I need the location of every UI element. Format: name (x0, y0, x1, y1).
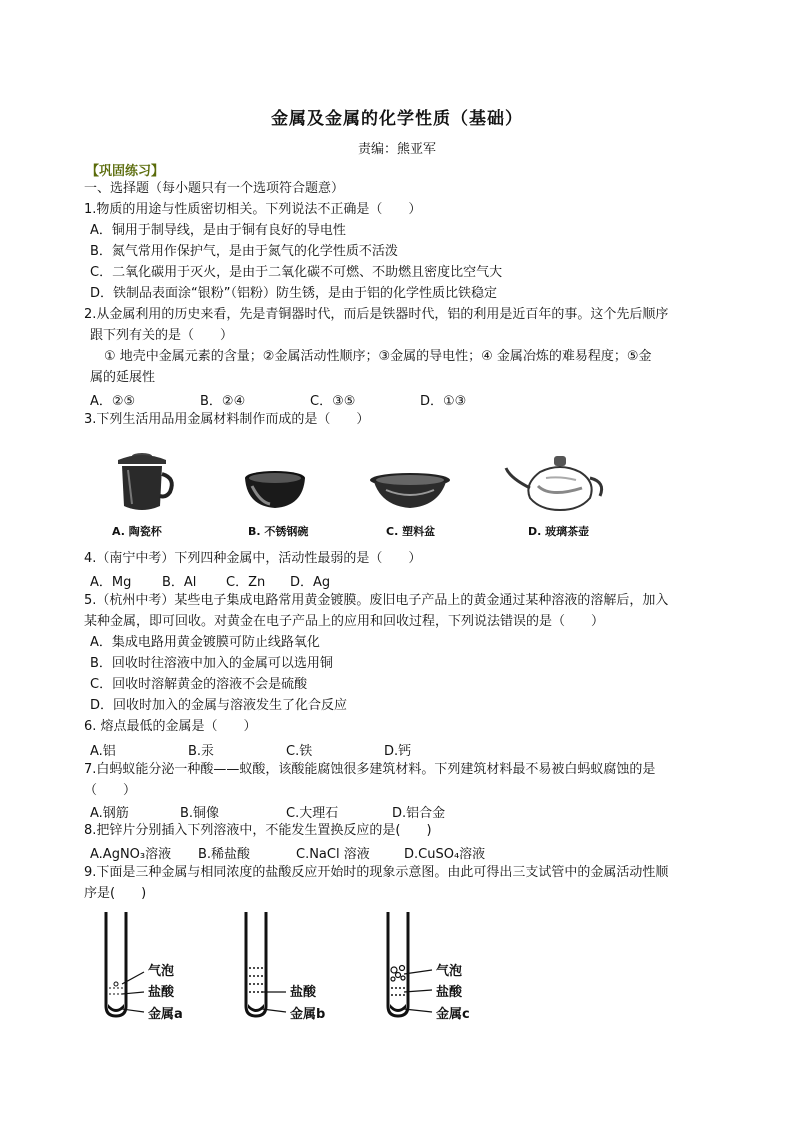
q9-stem-line1: 9.下面是三种金属与相同浓度的盐酸反应开始时的现象示意图。由此可得出三支试管中的金属活动性顺 (84, 865, 669, 880)
q2-option-a: A．②⑤ (90, 394, 136, 409)
q4-option-c: C．Zn (226, 575, 266, 590)
q5-option-a: A．集成电路用黄金镀膜可防止线路氧化 (90, 635, 320, 650)
q9-stem-line2: 序是( ) (84, 886, 147, 901)
q4-option-d: D．Ag (290, 575, 331, 590)
q1-option-d: D．铁制品表面涂“银粉”（铝粉）防生锈，是由于铝的化学性质比铁稳定 (90, 286, 497, 301)
q7-stem-line1: 7.白蚂蚁能分泌一种酸——蚁酸，该酸能腐蚀很多建筑材料。下列建筑材料最不易被白蚂蚁腐蚀的是 (84, 762, 656, 777)
q8-option-b: B.稀盐酸 (198, 847, 251, 862)
tube-a-bubble-label: 气泡 (148, 964, 175, 979)
q7-option-b: B.铜像 (180, 806, 220, 821)
q7-option-d: D.铝合金 (392, 806, 446, 821)
q7-option-c: C.大理石 (286, 806, 339, 821)
q6-option-d: D.钙 (384, 744, 412, 759)
section-tag: 【巩固练习】 (86, 164, 165, 179)
q2-stem-line1: 2.从金属利用的历史来看，先是青铜器时代，而后是铁器时代，铝的利用是近百年的事。这个先后顺序 (84, 307, 669, 322)
q8-stem: 8.把锌片分别插入下列溶液中，不能发生置换反应的是( ) (84, 823, 432, 838)
tube-a-acid-label: 盐酸 (148, 985, 175, 1000)
q4-option-b: B．Al (162, 575, 197, 590)
q3-caption-c: C. 塑料盆 (386, 525, 436, 538)
q6-stem: 6. 熔点最低的金属是（ ） (84, 719, 257, 734)
q6-options (90, 740, 411, 759)
q4-options (90, 571, 330, 590)
steel-bowl-image (245, 471, 305, 508)
q3-stem: 3.下列生活用品用金属材料制作而成的是（ ） (84, 412, 370, 427)
page-title: 金属及金属的化学性质（基础） (271, 109, 523, 129)
q8-option-d: D.CuSO₄溶液 (404, 847, 486, 862)
ceramic-cup-image (118, 453, 172, 510)
q5-stem-line1: 5.（杭州中考）某些电子集成电路常用黄金镀膜。废旧电子产品上的黄金通过某种溶液的溶解后，加入 (84, 593, 669, 608)
q1-stem: 1.物质的用途与性质密切相关。下列说法不正确是（ ） (84, 202, 422, 217)
q7-options (90, 802, 445, 821)
tube-c-acid-label: 盐酸 (436, 985, 463, 1000)
q8-option-a: A.AgNO₃溶液 (90, 847, 172, 862)
test-tube-c (388, 912, 432, 1016)
q1-option-b: B．氮气常用作保护气，是由于氮气的化学性质不活泼 (90, 244, 398, 259)
q2-option-d: D．①③ (420, 394, 467, 409)
plastic-basin-image (370, 473, 450, 508)
editor-line: 责编：熊亚军 (357, 142, 436, 157)
q8-option-c: C.NaCl 溶液 (296, 847, 370, 862)
q6-option-a: A.铝 (90, 744, 116, 759)
q2-items-line2: 属的延展性 (90, 370, 156, 385)
test-tube-b (246, 912, 286, 1016)
q6-option-c: C.铁 (286, 744, 313, 759)
q5-option-d: D．回收时加入的金属与溶液发生了化合反应 (90, 698, 348, 713)
test-tube-a (106, 912, 144, 1016)
q1-option-a: A．铜用于制导线，是由于铜有良好的导电性 (90, 223, 346, 238)
q6-option-b: B.汞 (188, 744, 215, 759)
q4-stem: 4.（南宁中考）下列四种金属中，活动性最弱的是（ ） (84, 551, 422, 566)
q4-option-a: A．Mg (90, 575, 132, 590)
q2-option-b: B．②④ (200, 394, 246, 409)
q3-figure-row (110, 448, 610, 520)
tube-c-metal-label: 金属c (436, 1007, 470, 1022)
q5-option-b: B．回收时往溶液中加入的金属可以选用铜 (90, 656, 333, 671)
q2-stem-line2: 跟下列有关的是（ ） (90, 328, 234, 343)
tube-a-metal-label: 金属a (148, 1007, 183, 1022)
tube-b-metal-label: 金属b (290, 1007, 326, 1022)
q3-caption-a: A. 陶瓷杯 (112, 525, 162, 538)
q5-option-c: C．回收时溶解黄金的溶液不会是硫酸 (90, 677, 308, 692)
glass-teapot-image (506, 456, 602, 510)
tube-c-bubble-label: 气泡 (436, 964, 463, 979)
q1-option-c: C．二氧化碳用于灭火，是由于二氧化碳不可燃、不助燃且密度比空气大 (90, 265, 503, 280)
q7-stem-line2: （ ） (84, 783, 137, 798)
q3-caption-d: D. 玻璃茶壶 (528, 525, 590, 538)
q2-option-c: C．③⑤ (310, 394, 356, 409)
q8-options (90, 843, 485, 862)
q2-items-line1: ① 地壳中金属元素的含量；②金属活动性顺序；③金属的导电性；④ 金属冶炼的难易程度；⑤金 (104, 349, 652, 364)
q7-option-a: A.钢筋 (90, 806, 129, 821)
q5-stem-line2: 某种金属，即可回收。对黄金在电子产品上的应用和回收过程，下列说法错误的是（ ） (84, 614, 605, 629)
part-heading: 一、选择题（每小题只有一个选项符合题意） (84, 181, 345, 196)
q2-options (90, 390, 466, 409)
tube-b-acid-label: 盐酸 (290, 985, 317, 1000)
q3-caption-b: B. 不锈钢碗 (248, 525, 309, 538)
